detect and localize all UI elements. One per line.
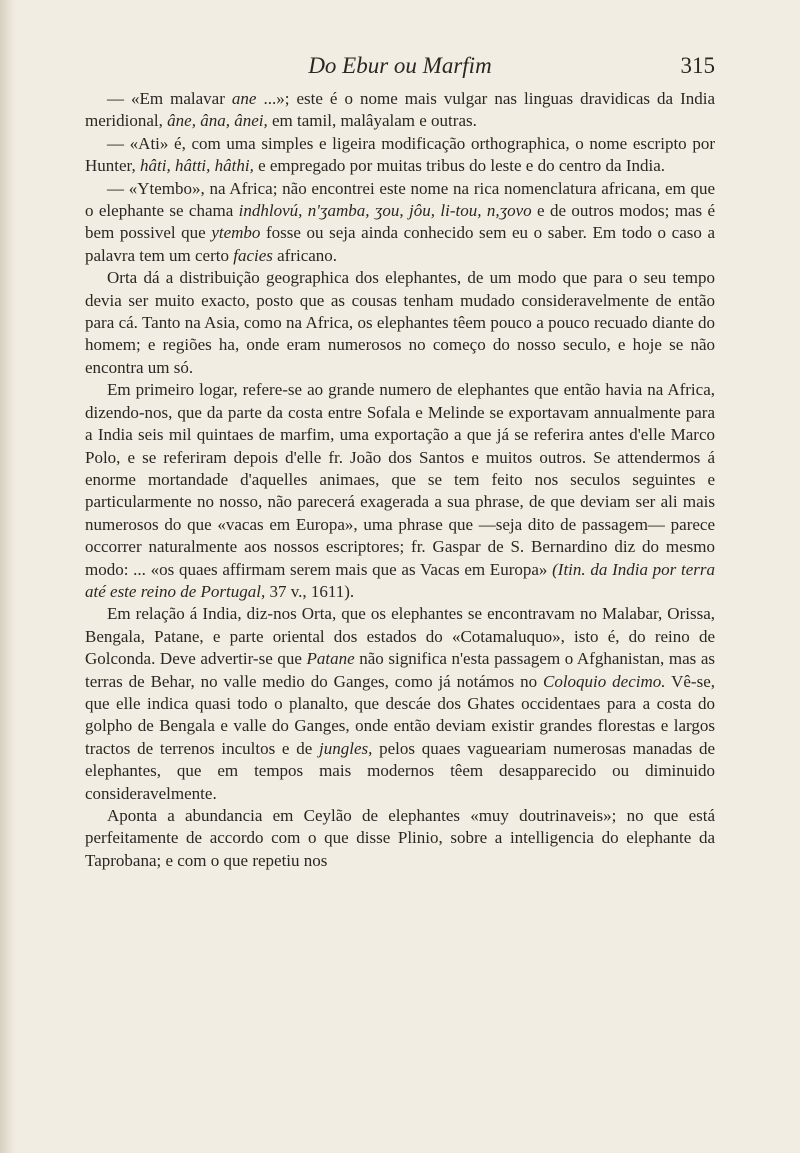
paragraph bbox=[85, 178, 715, 268]
text-run: não significa n'esta passagem o Afghanistan, mas as terras de Behar, no valle medio do Ganges, como já notámos no bbox=[85, 649, 715, 691]
body-text bbox=[85, 88, 715, 872]
paragraph bbox=[85, 267, 715, 379]
italic-text-run: Coloquio decimo. bbox=[543, 671, 666, 691]
text-run: em tamil, malâyalam e outras. bbox=[267, 111, 477, 131]
text-run: pelos quaes vagueariam numerosas manadas de elephantes, que em tempos mais modernos têem desapparecido ou diminuido consideravelmente. bbox=[85, 738, 715, 803]
text-run: — «Em malavar bbox=[107, 89, 232, 108]
text-run: 37 v., 1611). bbox=[265, 581, 355, 601]
text-run: e de outros modos; mas é bem possivel que bbox=[85, 201, 715, 243]
text-run: Vê-se, que elle indica quasi todo o planalto, que descáe dos Ghates occidentaes para a costa do golpho de Bengala e valle do Ganges, onde então deviam existir grandes florestas e largos tractos de terrenos incultos e de bbox=[85, 671, 715, 758]
italic-text-run: facies bbox=[233, 245, 273, 265]
italic-text-run: Patane bbox=[306, 649, 355, 669]
page-header bbox=[85, 46, 715, 86]
text-run: Aponta a abundancia em Ceylão de elephantes «muy doutrinaveis»; no que está perfeitamente de accordo com o que disse Plinio, sobre a intelligencia do elephante da Taprobana; e com o que repetiu nos bbox=[85, 806, 715, 870]
italic-text-run: hâti, hâtti, hâthi, bbox=[140, 156, 254, 176]
paragraph bbox=[85, 603, 715, 805]
italic-text-run: ane bbox=[231, 89, 257, 108]
running-title: Do Ebur ou Marfim bbox=[308, 53, 492, 78]
text-run: ...»; este é o nome mais vulgar nas linguas dravidicas da India meridional, bbox=[85, 89, 715, 131]
text-run: Orta dá a distribuição geographica dos elephantes, de um modo que para o seu tempo devia ser muito exacto, posto que as cousas tenham mudado consideravelmente de então para cá. Tanto na Asia, como na Africa, os elephantes têem pouco a pouco recuado diante do homem; e regiões ha, onde eram numerosos no começo do nosso seculo, e hoje se não encontra um só. bbox=[85, 268, 715, 377]
text-run: Em primeiro logar, refere-se ao grande numero de elephantes que então havia na Africa, dizendo-nos, que da parte da costa entre Sofala e Melinde se exportavam annualmente para a India seis mil quintaes de marfim, uma exportação a que já se referira antes d'elle Marco Polo, e se referiram depois d'elle fr. João dos Santos e muitos outros. Se attendermos á enorme mortandade d'aquelles animaes, que se tem feito nos seculos seguintes e particularmente no nosso, não parecerá exagerada a sua phrase, de que deviam ser ali mais numerosos do que «vacas em Europa», uma phrase que —seja dito de passagem— parece occorrer naturalmente aos nossos escriptores; fr. Gaspar de S. Bernardino diz do mesmo modo: ... «os quaes affirmam serem mais que as Vacas em Europa» bbox=[85, 380, 715, 579]
paragraph bbox=[85, 379, 715, 603]
page-spine-shadow bbox=[0, 0, 16, 1153]
text-run: — «Ati» é, com uma simples e ligeira modificação orthographica, o nome escripto por Hunter, bbox=[85, 133, 715, 176]
text-run: e empregado por muitas tribus do leste e do centro da India. bbox=[253, 156, 666, 176]
paragraph bbox=[85, 88, 715, 133]
paragraph bbox=[85, 805, 715, 872]
text-run: — «Ytembo», na Africa; não encontrei este nome na rica nomenclatura africana, em que o elephante se chama bbox=[85, 178, 715, 221]
italic-text-run: (Itin. da India por terra até este reino de Portugal, bbox=[85, 559, 715, 601]
italic-text-run: âne, âna, ânei, bbox=[167, 111, 268, 131]
text-run: Em relação á India, diz-nos Orta, que os elephantes se encontravam no Malabar, Orissa, Bengala, Patane, e parte oriental dos estados do «Cotamaluquo», isto é, do reino de Golconda. Deve advertir-se que bbox=[85, 604, 715, 669]
text-run: fosse ou seja ainda conhecido sem eu o saber. Em todo o caso a palavra tem um certo bbox=[85, 223, 715, 265]
paragraph bbox=[85, 133, 715, 178]
text-run: africano. bbox=[272, 245, 338, 265]
italic-text-run: ytembo bbox=[211, 223, 261, 243]
page-number: 315 bbox=[680, 53, 715, 78]
italic-text-run: jungles, bbox=[319, 738, 373, 758]
italic-text-run: indhlovú, n'ʒamba, ʒou, jôu, li-tou, n,ʒovo bbox=[238, 201, 532, 221]
